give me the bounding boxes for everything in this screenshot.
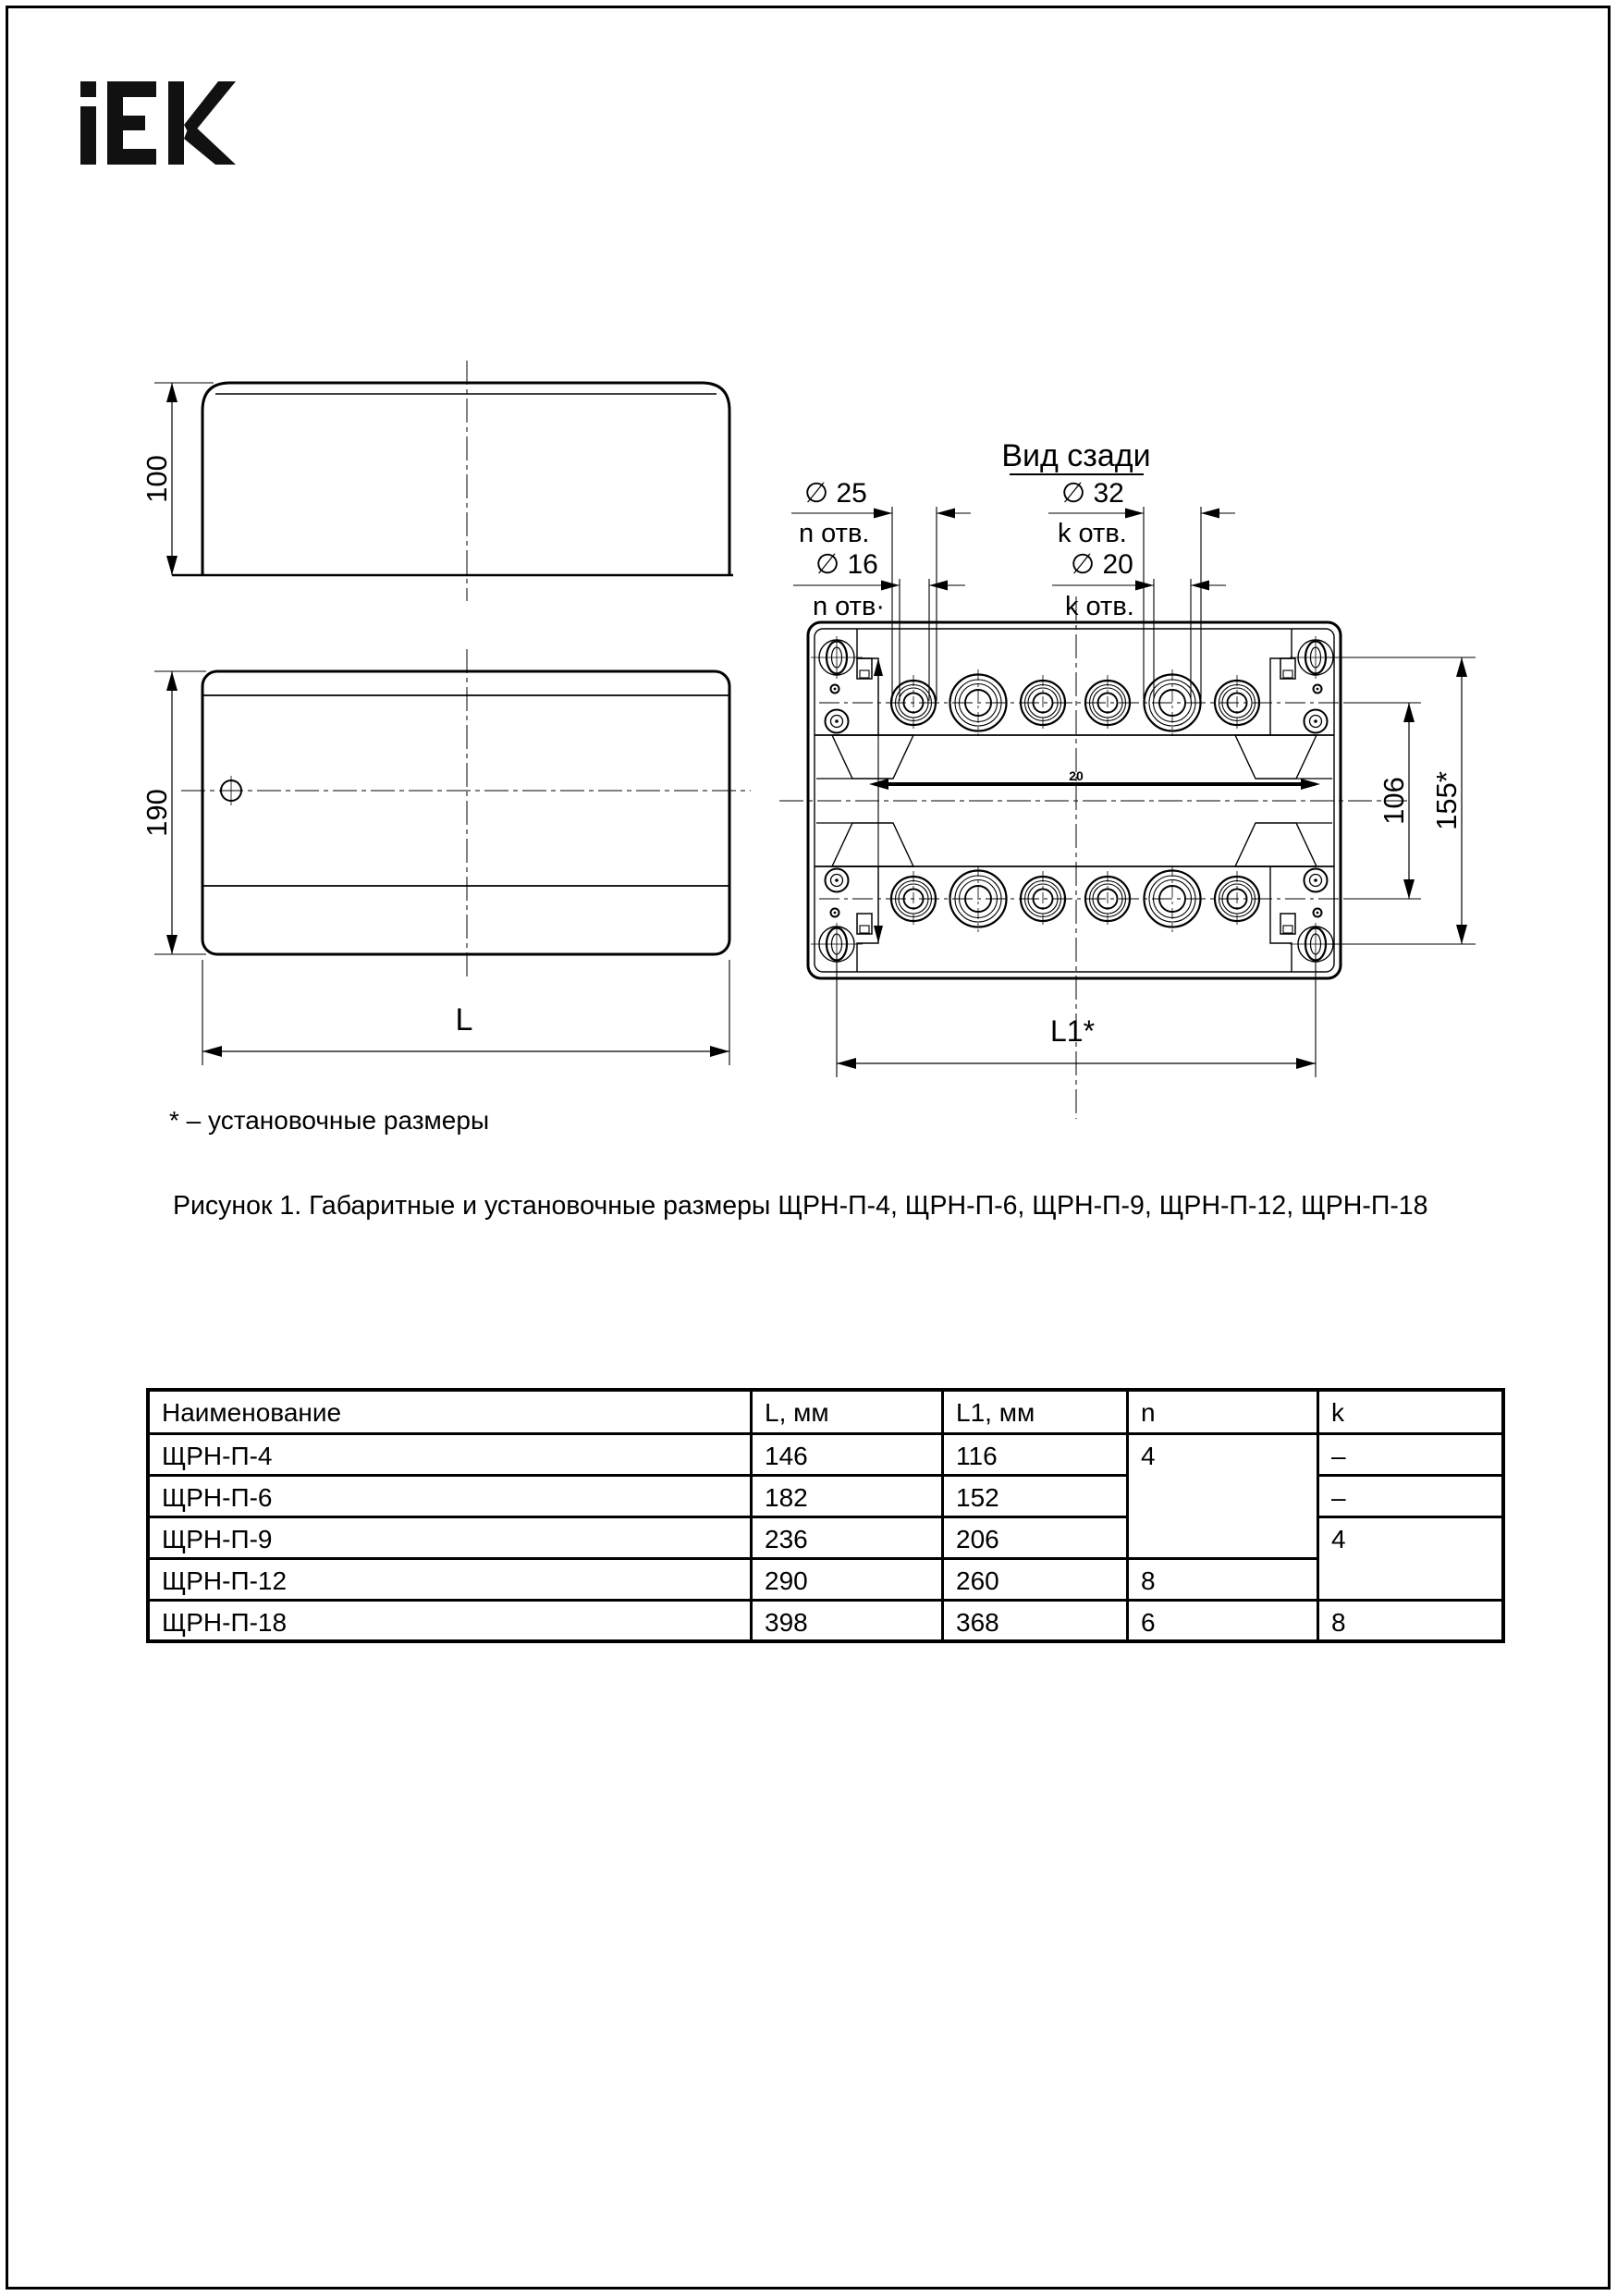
rear-view-title: Вид сзади — [1001, 438, 1151, 473]
cell-L: 146 — [752, 1433, 943, 1475]
dim-190-label: 190 — [141, 789, 173, 837]
front-view — [141, 649, 751, 1065]
callout-d32-count: k отв. — [1058, 519, 1127, 548]
cell-k-merged: 4 — [1318, 1516, 1504, 1600]
cell-L: 182 — [752, 1475, 943, 1516]
cell-L: 290 — [752, 1558, 943, 1600]
table-header-row — [148, 1390, 1503, 1433]
callout-d25: ∅ 25 — [804, 478, 867, 509]
rear-view-header — [1001, 438, 1150, 474]
cell-k: 8 — [1318, 1600, 1504, 1641]
header-L: L, мм — [752, 1390, 943, 1433]
header-L1: L1, мм — [943, 1390, 1128, 1433]
cell-name: ЩРН-П-9 — [148, 1516, 752, 1558]
cell-n-merged: 4 — [1128, 1433, 1318, 1558]
spec-table — [146, 1388, 1505, 1643]
cell-L1: 152 — [943, 1475, 1128, 1516]
cell-name: ЩРН-П-12 — [148, 1558, 752, 1600]
callout-d25-count: n отв. — [799, 519, 870, 548]
dim-190 — [141, 671, 206, 954]
cell-L: 398 — [752, 1600, 943, 1641]
table-row — [148, 1433, 1503, 1475]
rear-view — [779, 596, 1476, 1119]
cell-L: 236 — [752, 1516, 943, 1558]
table-row — [148, 1558, 1503, 1600]
side-view — [141, 361, 733, 601]
figure-caption: Рисунок 1. Габаритные и установочные размеры ЩРН-П-4, ЩРН-П-6, ЩРН-П-9, ЩРН-П-12, ЩРН-П-18 — [173, 1191, 1428, 1221]
cell-n: 6 — [1128, 1600, 1318, 1641]
dim-L — [202, 960, 729, 1065]
cell-name: ЩРН-П-6 — [148, 1475, 752, 1516]
table-row — [148, 1600, 1503, 1641]
header-name: Наименование — [148, 1390, 752, 1433]
dim-100-label: 100 — [141, 455, 173, 503]
rail-mark-label: 20 — [1069, 768, 1084, 783]
callout-d20: ∅ 20 — [1071, 549, 1133, 580]
callout-d16: ∅ 16 — [815, 549, 878, 580]
cell-L1: 116 — [943, 1433, 1128, 1475]
header-k: k — [1318, 1390, 1504, 1433]
dim-L1-label: L1* — [1049, 1014, 1096, 1048]
cell-k: – — [1318, 1475, 1504, 1516]
knockout-callouts — [791, 478, 1235, 701]
callout-d20-count: k отв. — [1065, 592, 1134, 621]
cell-L1: 206 — [943, 1516, 1128, 1558]
dim-106-label: 106 — [1378, 777, 1410, 825]
cell-n: 8 — [1128, 1558, 1318, 1600]
callout-d16-count: n отв· — [813, 592, 886, 621]
cell-k: – — [1318, 1433, 1504, 1475]
cell-L1: 368 — [943, 1600, 1128, 1641]
cell-name: ЩРН-П-4 — [148, 1433, 752, 1475]
cell-name: ЩРН-П-18 — [148, 1600, 752, 1641]
callout-d32: ∅ 32 — [1061, 478, 1124, 509]
dim-155-label: 155* — [1430, 771, 1463, 830]
header-n: n — [1128, 1390, 1318, 1433]
cell-L1: 260 — [943, 1558, 1128, 1600]
dim-L-label: L — [455, 1002, 473, 1037]
dim-100 — [141, 383, 178, 575]
footnote: * – установочные размеры — [169, 1106, 490, 1135]
